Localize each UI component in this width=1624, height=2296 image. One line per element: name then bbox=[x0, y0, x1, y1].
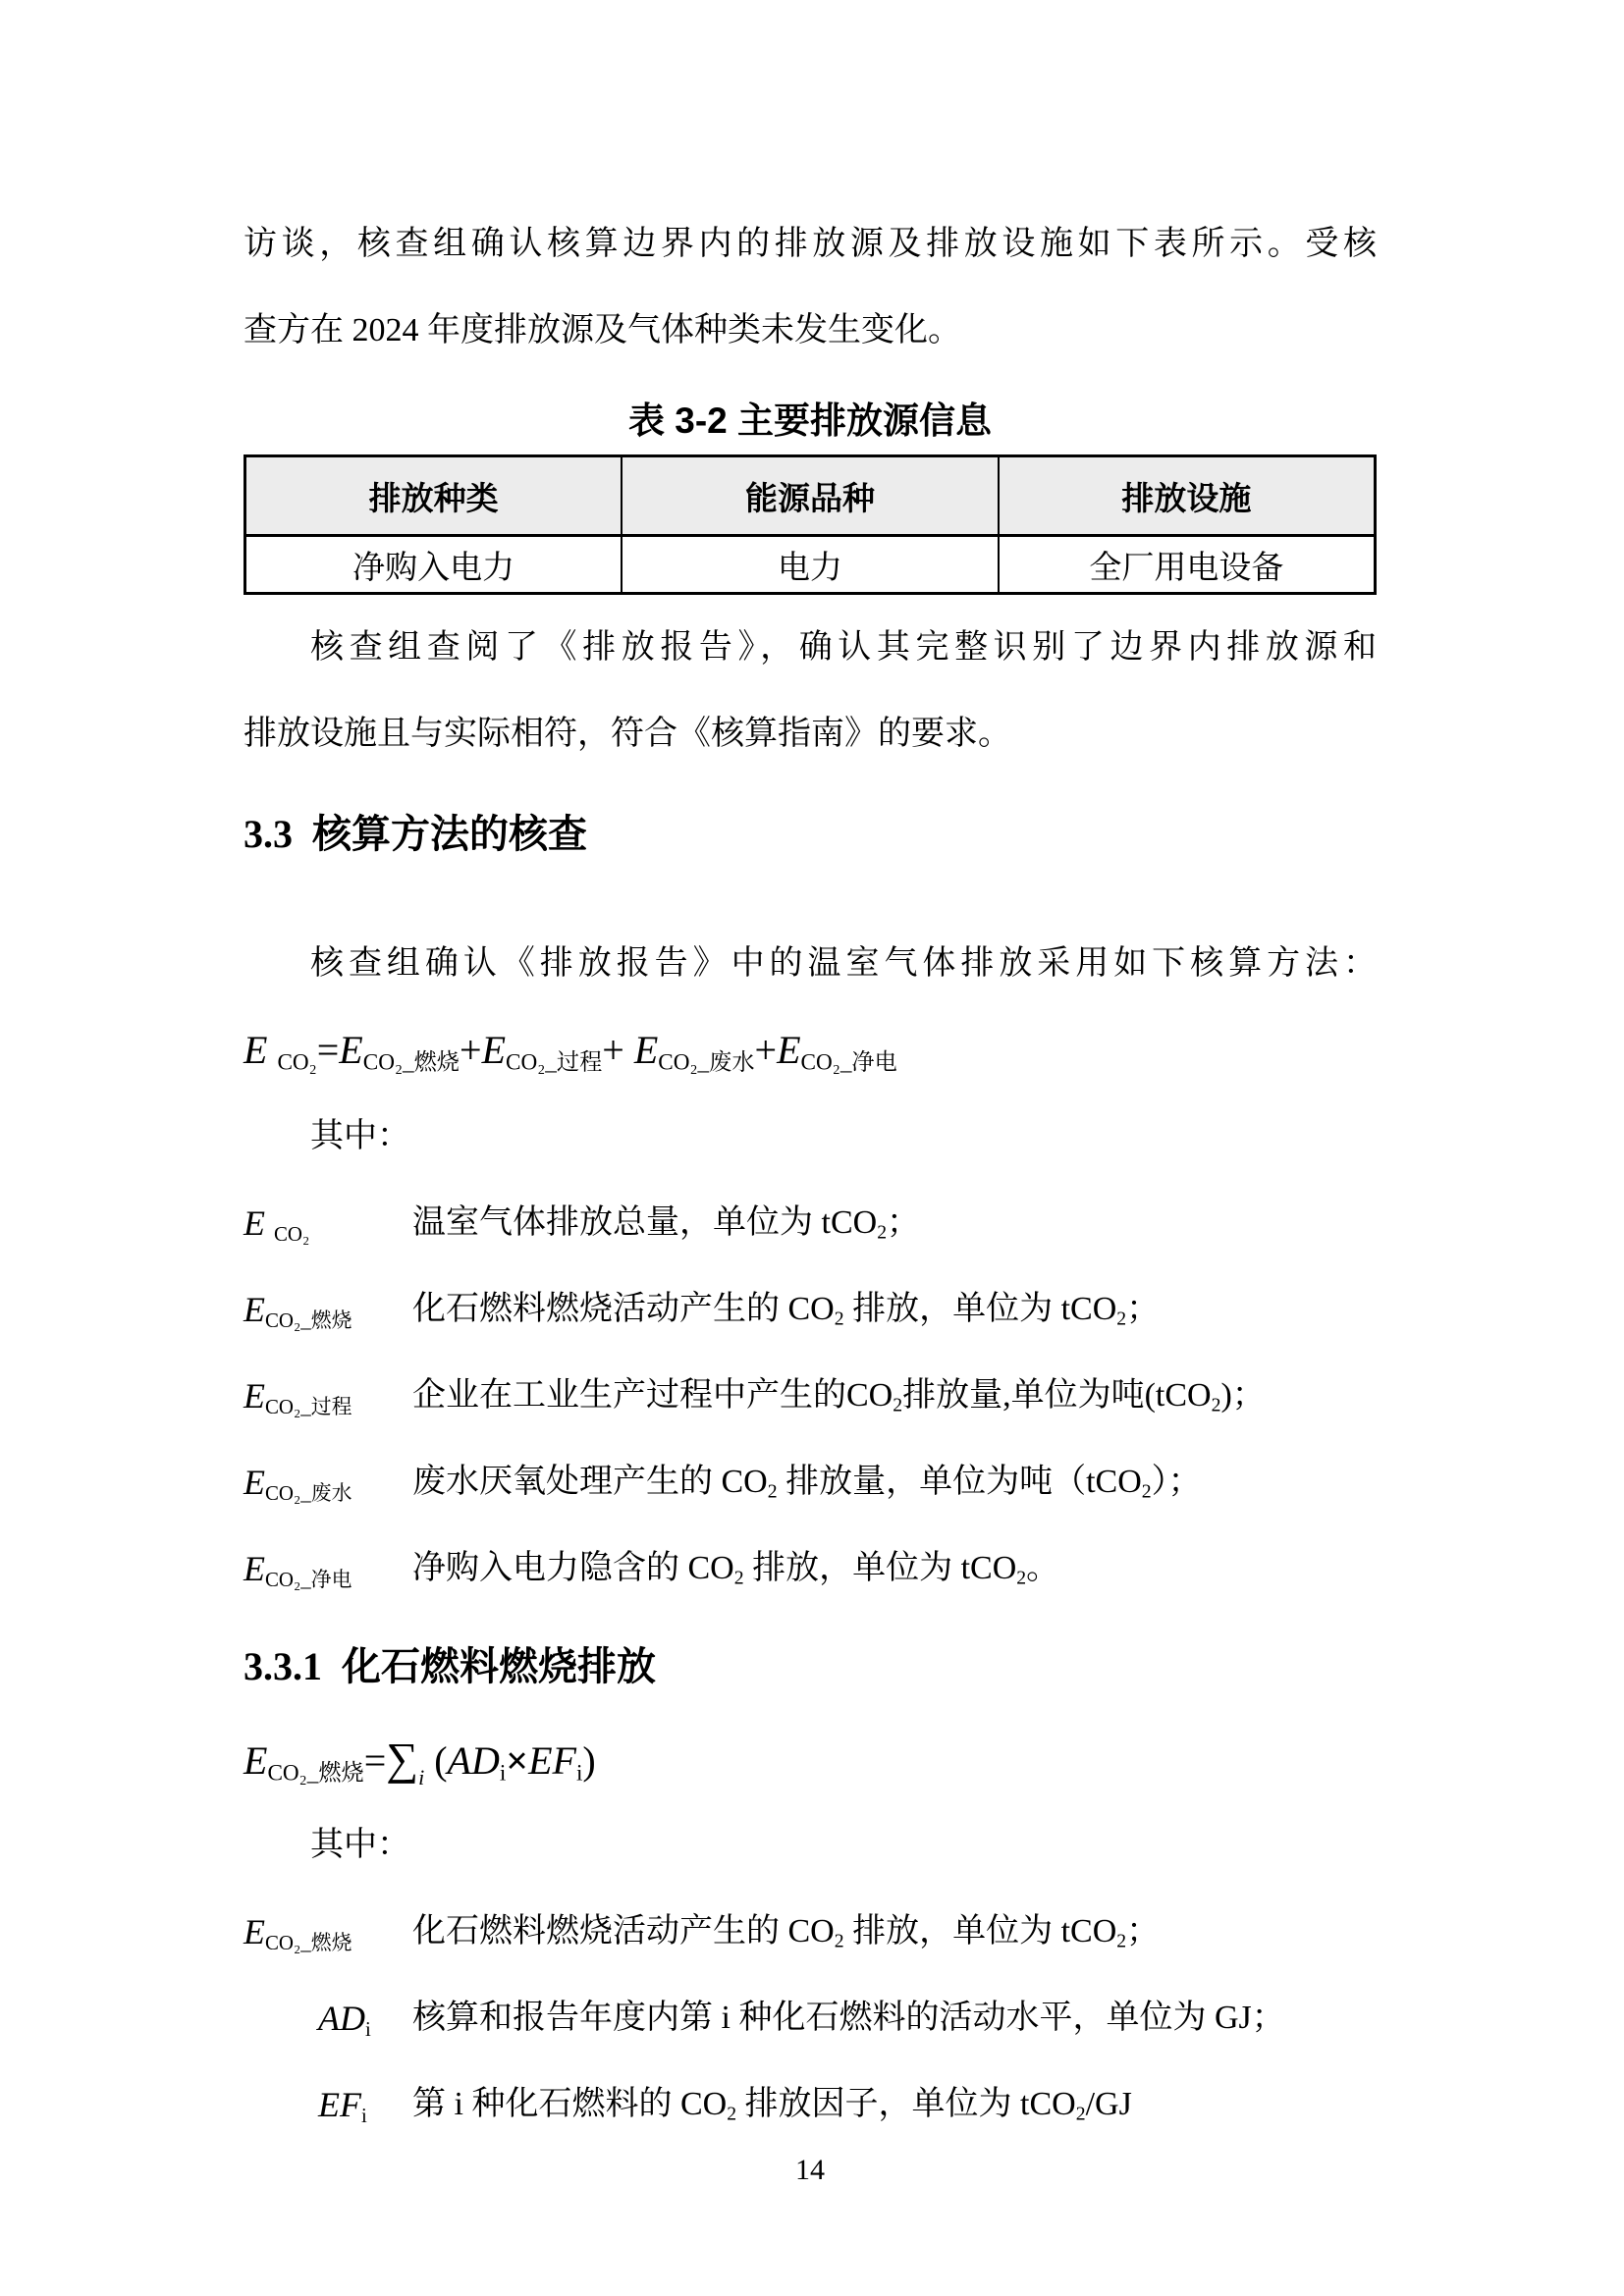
italic-symbol: AD bbox=[447, 1738, 500, 1783]
italic-symbol: EF bbox=[528, 1738, 576, 1783]
table-cell: 电力 bbox=[622, 536, 999, 594]
section-number: 3.3.1 bbox=[244, 1644, 322, 1688]
section-heading-3-3 bbox=[244, 805, 1377, 864]
text-segment: 净购入电力隐含的 CO bbox=[412, 1550, 734, 1586]
text-segment: 废水厌氧处理产生的 CO bbox=[412, 1464, 768, 1500]
text-segment: 排放，单位为 tCO bbox=[843, 1291, 1117, 1327]
table-head bbox=[245, 456, 1376, 536]
definition-row bbox=[244, 1889, 1377, 1975]
table-header-cell: 排放设施 bbox=[999, 456, 1376, 536]
text-segment: + bbox=[460, 1028, 482, 1072]
among-label-1: 其中： bbox=[310, 1118, 410, 1154]
definition-row bbox=[244, 1439, 1377, 1525]
section-title: 核算方法的核查 bbox=[312, 813, 587, 856]
italic-symbol: E bbox=[244, 1912, 265, 1951]
text-segment: ； bbox=[1126, 1913, 1161, 1949]
paragraph-method bbox=[244, 921, 1377, 1007]
definition-row bbox=[244, 1353, 1377, 1439]
table-cell: 全厂用电设备 bbox=[999, 536, 1376, 594]
italic-symbol: E bbox=[633, 1028, 659, 1072]
table-row bbox=[245, 536, 1376, 594]
subscript: 2 bbox=[767, 1480, 778, 1503]
text-segment: 排放，单位为 tCO bbox=[843, 1913, 1117, 1949]
multiply-operator: × bbox=[506, 1738, 529, 1783]
subscript: 2 bbox=[733, 1567, 744, 1589]
italic-symbol: EF bbox=[318, 2085, 361, 2124]
text-line: 排放设施且与实际相符，符合《核算指南》的要求。 bbox=[244, 716, 1011, 752]
subscript: CO₂_过程 bbox=[506, 1049, 603, 1076]
subscript: 2 bbox=[1141, 1480, 1152, 1503]
text-segment: 企业在工业生产过程中产生的CO bbox=[412, 1377, 893, 1414]
definition-symbol bbox=[244, 1525, 412, 1612]
italic-symbol: E bbox=[244, 1738, 268, 1783]
text-segment: + bbox=[602, 1028, 634, 1072]
italic-symbol: E bbox=[244, 1549, 265, 1588]
subscript: CO₂_废水 bbox=[658, 1049, 755, 1076]
subscript: CO₂_燃烧 bbox=[362, 1049, 460, 1076]
subscript: 2 bbox=[834, 1308, 844, 1330]
text-segment: /GJ bbox=[1085, 2086, 1132, 2122]
definition-symbol bbox=[244, 1353, 412, 1439]
definition-symbol bbox=[244, 1889, 412, 1975]
text-segment: ； bbox=[887, 1204, 921, 1241]
definition-symbol bbox=[244, 1266, 412, 1353]
text-line: 核查组确认《排放报告》中的温室气体排放采用如下核算方法： bbox=[310, 945, 1377, 982]
text-segment: 排放量,单位为吨(tCO bbox=[902, 1377, 1212, 1414]
table-header-cell: 排放种类 bbox=[245, 456, 623, 536]
definition-description bbox=[412, 2061, 1377, 2148]
table-header-cell: 能源品种 bbox=[622, 456, 999, 536]
table-cell: 净购入电力 bbox=[245, 536, 623, 594]
table-title: 表 3-2 主要排放源信息 bbox=[627, 400, 993, 441]
subscript: CO₂_净电 bbox=[800, 1049, 897, 1076]
text-line: 查方在 2024 年度排放源及气体种类未发生变化。 bbox=[244, 312, 961, 348]
definition-symbol bbox=[244, 1439, 412, 1525]
definition-description bbox=[412, 1266, 1377, 1353]
definition-row bbox=[244, 1266, 1377, 1353]
definition-list-total bbox=[244, 1180, 1377, 1612]
subscript: 2 bbox=[1116, 1930, 1127, 1952]
text-segment: ； bbox=[1126, 1291, 1161, 1327]
definition-description bbox=[412, 1353, 1377, 1439]
formula-total-emissions bbox=[244, 1007, 1377, 1094]
subscript: CO₂_废水 bbox=[265, 1480, 352, 1505]
text-segment: 化石燃料燃烧活动产生的 CO bbox=[412, 1913, 835, 1949]
definition-row bbox=[244, 1180, 1377, 1266]
section-number: 3.3 bbox=[244, 812, 293, 856]
text-segment: = bbox=[363, 1738, 387, 1783]
definition-description bbox=[412, 1525, 1377, 1612]
formula-combustion-emissions bbox=[244, 1716, 1377, 1802]
subscript: 2 bbox=[834, 1930, 844, 1952]
subscript: 2 bbox=[1211, 1394, 1221, 1416]
subscript: 2 bbox=[877, 1221, 888, 1244]
text-segment: ）； bbox=[1151, 1464, 1202, 1500]
text-segment: 排放，单位为 tCO bbox=[743, 1550, 1017, 1586]
text-segment: 第 i 种化石燃料的 CO bbox=[412, 2086, 728, 2122]
text-segment: 核算和报告年度内第 i 种化石燃料的活动水平，单位为 GJ； bbox=[412, 2000, 1285, 2036]
subscript: CO₂ bbox=[274, 1221, 310, 1246]
among-label-2: 其中： bbox=[310, 1827, 410, 1863]
text-segment: = bbox=[316, 1028, 340, 1072]
italic-symbol: E bbox=[244, 1463, 265, 1502]
subscript: CO₂_燃烧 bbox=[265, 1308, 352, 1332]
subscript: 2 bbox=[1016, 1567, 1027, 1589]
definition-row bbox=[244, 1975, 1377, 2061]
definition-symbol bbox=[244, 1975, 412, 2061]
emission-source-table bbox=[244, 454, 1377, 595]
text-segment bbox=[265, 1203, 274, 1243]
text-line: 核查组查阅了《排放报告》，确认其完整识别了边界内排放源和 bbox=[310, 629, 1377, 666]
subscript: i bbox=[575, 1760, 583, 1787]
italic-symbol: E bbox=[244, 1290, 265, 1329]
definition-description bbox=[412, 1975, 1377, 2061]
subscript: CO₂_净电 bbox=[265, 1567, 352, 1591]
text-segment: 化石燃料燃烧活动产生的 CO bbox=[412, 1291, 835, 1327]
text-segment bbox=[267, 1028, 277, 1072]
subscript: CO₂_燃烧 bbox=[267, 1760, 364, 1787]
italic-symbol: E bbox=[244, 1203, 265, 1243]
subscript: 2 bbox=[1075, 2103, 1086, 2125]
italic-symbol: E bbox=[481, 1028, 506, 1072]
definition-row bbox=[244, 2061, 1377, 2148]
italic-symbol: AD bbox=[318, 1999, 365, 2038]
subscript: i bbox=[360, 2103, 367, 2127]
subscript: i bbox=[365, 2016, 371, 2041]
definition-description bbox=[412, 1439, 1377, 1525]
definition-list-combustion bbox=[244, 1889, 1377, 2148]
italic-symbol: E bbox=[244, 1028, 268, 1072]
table-header-row bbox=[245, 456, 1376, 536]
page-number: 14 bbox=[795, 2154, 825, 2186]
text-segment: )； bbox=[1220, 1377, 1266, 1414]
section-heading-3-3-1 bbox=[244, 1637, 1377, 1696]
paragraph-intro bbox=[244, 201, 1377, 374]
paragraph-review bbox=[244, 605, 1377, 777]
table-body bbox=[245, 536, 1376, 594]
subscript: 2 bbox=[727, 2103, 737, 2125]
subscript: i bbox=[499, 1760, 507, 1787]
italic-symbol: E bbox=[244, 1376, 265, 1415]
sum-icon: ∑ bbox=[386, 1734, 419, 1784]
text-line: 访谈，核查组确认核算边界内的排放源及排放设施如下表所示。受核 bbox=[244, 226, 1377, 262]
text-segment: 。 bbox=[1026, 1550, 1060, 1586]
subscript: CO₂_过程 bbox=[265, 1394, 352, 1418]
text-segment: ( bbox=[424, 1738, 448, 1783]
definition-symbol bbox=[244, 2061, 412, 2148]
subscript: 2 bbox=[1116, 1308, 1127, 1330]
text-segment: + bbox=[754, 1028, 778, 1072]
text-segment: 排放因子，单位为 tCO bbox=[736, 2086, 1076, 2122]
text-segment: 温室气体排放总量，单位为 tCO bbox=[412, 1204, 878, 1241]
sum-index-subscript: i bbox=[418, 1765, 425, 1789]
text-segment: 排放量，单位为吨（tCO bbox=[777, 1464, 1142, 1500]
subscript: 2 bbox=[893, 1394, 903, 1416]
text-segment: ) bbox=[582, 1738, 596, 1783]
subscript: CO₂ bbox=[277, 1049, 317, 1076]
italic-symbol: E bbox=[339, 1028, 363, 1072]
subscript: CO₂_燃烧 bbox=[265, 1930, 352, 1954]
definition-description bbox=[412, 1180, 1377, 1266]
definition-symbol bbox=[244, 1180, 412, 1266]
definition-row bbox=[244, 1525, 1377, 1612]
italic-symbol: E bbox=[777, 1028, 801, 1072]
definition-description bbox=[412, 1889, 1377, 1975]
section-title: 化石燃料燃烧排放 bbox=[342, 1645, 656, 1688]
